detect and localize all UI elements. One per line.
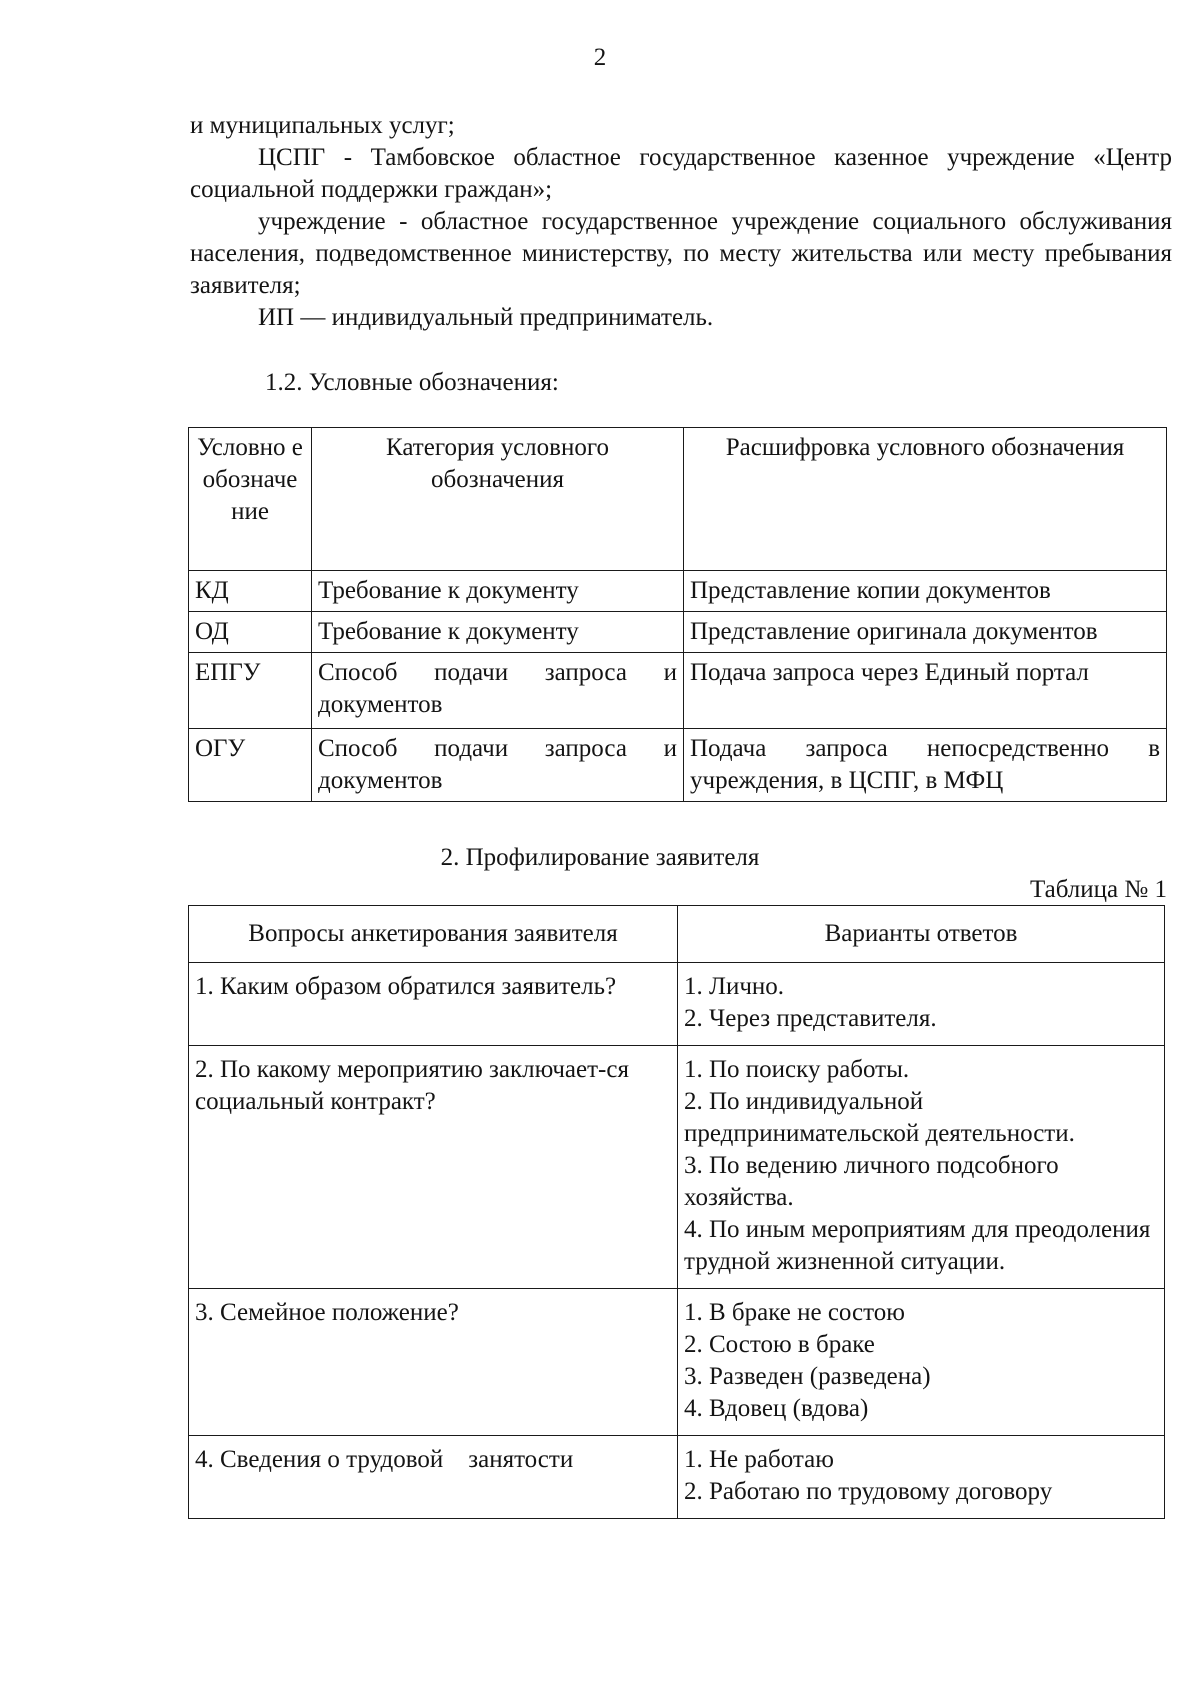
profiling-table bbox=[188, 905, 1165, 1519]
intro-paragraph-institution: учреждение - областное государственное учреждение социального обслуживания населения, подведомственное министерству, по месту жительства или месту пребывания заявителя; bbox=[190, 208, 1172, 299]
answer-option: 1. По поиску работы. bbox=[684, 1056, 910, 1083]
legend-meaning: Представление оригинала документов bbox=[684, 612, 1167, 653]
legend-code: ЕПГУ bbox=[189, 653, 312, 729]
legend-category: Требование к документу bbox=[312, 571, 684, 612]
answer-option: 2. Через представителя. bbox=[684, 1005, 937, 1032]
answer-option: 4. По иным мероприятиям для преодоления трудной жизненной ситуации. bbox=[684, 1216, 1151, 1275]
legend-header-category: Категория условного обозначения bbox=[312, 428, 684, 571]
intro-paragraph-ip: ИП — индивидуальный предприниматель. bbox=[258, 304, 714, 331]
table-caption: Таблица № 1 bbox=[1029, 876, 1167, 903]
answer-option: 2. По индивидуальной предпринимательской деятельности. bbox=[684, 1088, 1075, 1147]
answer-option: 3. По ведению личного подсобного хозяйства. bbox=[684, 1152, 1059, 1211]
answer-option: 1. Лично. bbox=[684, 973, 785, 1000]
profiling-question: 2. По какому мероприятию заключает-ся социальный контракт? bbox=[189, 1046, 678, 1289]
profiling-header-answers: Варианты ответов bbox=[678, 906, 1165, 963]
profiling-row bbox=[189, 1289, 1165, 1436]
legend-header-row bbox=[189, 428, 1167, 571]
legend-code: ОД bbox=[189, 612, 312, 653]
legend-row bbox=[189, 612, 1167, 653]
answer-option: 1. В браке не состою bbox=[684, 1299, 905, 1326]
intro-paragraph-cspg: ЦСПГ - Тамбовское областное государственное казенное учреждение «Центр социальной поддержки граждан»; bbox=[190, 144, 1172, 203]
legend-row bbox=[189, 571, 1167, 612]
profiling-header-questions: Вопросы анкетирования заявителя bbox=[189, 906, 678, 963]
answer-option: 4. Вдовец (вдова) bbox=[684, 1395, 869, 1422]
profiling-row bbox=[189, 1046, 1165, 1289]
legend-meaning: Подача запроса непосредственно в учреждения, в ЦСПГ, в МФЦ bbox=[684, 729, 1167, 802]
legend-meaning: Представление копии документов bbox=[684, 571, 1167, 612]
legend-table bbox=[188, 427, 1167, 802]
intro-text bbox=[190, 110, 1172, 334]
legend-row bbox=[189, 653, 1167, 729]
profiling-answers bbox=[678, 1046, 1165, 1289]
intro-paragraph-1: и муниципальных услуг; bbox=[190, 112, 455, 139]
legend-category: Требование к документу bbox=[312, 612, 684, 653]
section-2-title: 2. Профилирование заявителя bbox=[440, 844, 760, 871]
profiling-question: 4. Сведения о трудовой занятости bbox=[189, 1436, 678, 1519]
legend-header-meaning: Расшифровка условного обозначения bbox=[684, 428, 1167, 571]
legend-meaning: Подача запроса через Единый портал bbox=[684, 653, 1167, 729]
profiling-question: 3. Семейное положение? bbox=[189, 1289, 678, 1436]
legend-row bbox=[189, 729, 1167, 802]
answer-option: 1. Не работаю bbox=[684, 1446, 834, 1473]
profiling-answers bbox=[678, 1289, 1165, 1436]
profiling-row bbox=[189, 1436, 1165, 1519]
answer-option: 3. Разведен (разведена) bbox=[684, 1363, 931, 1390]
profiling-answers bbox=[678, 963, 1165, 1046]
profiling-question: 1. Каким образом обратился заявитель? bbox=[189, 963, 678, 1046]
profiling-answers bbox=[678, 1436, 1165, 1519]
answer-option: 2. Работаю по трудовому договору bbox=[684, 1478, 1053, 1505]
profiling-header-row bbox=[189, 906, 1165, 963]
legend-category: Способ подачи запроса и документов bbox=[312, 653, 684, 729]
page-number: 2 bbox=[593, 44, 607, 71]
section-1-2-title: 1.2. Условные обозначения: bbox=[265, 369, 559, 396]
legend-code: ОГУ bbox=[189, 729, 312, 802]
legend-header-code: Условно е обозначе ние bbox=[189, 428, 312, 571]
legend-code: КД bbox=[189, 571, 312, 612]
legend-category: Способ подачи запроса и документов bbox=[312, 729, 684, 802]
profiling-row bbox=[189, 963, 1165, 1046]
answer-option: 2. Состою в браке bbox=[684, 1331, 875, 1358]
